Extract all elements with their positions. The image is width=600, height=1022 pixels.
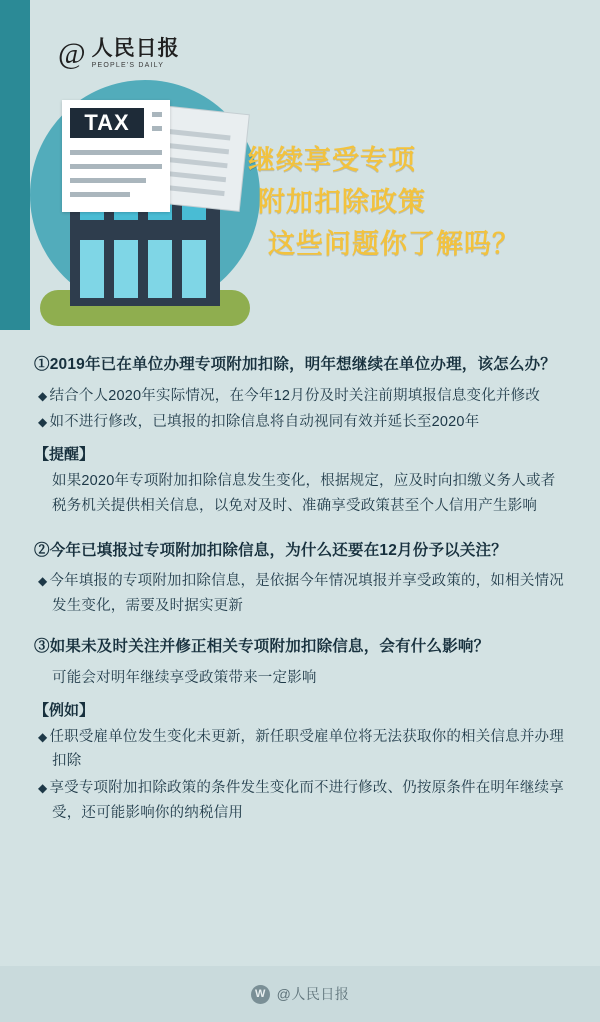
building-door bbox=[182, 240, 206, 298]
answer-bullet-text: 结合个人2020年实际情况，在今年12月份及时关注前期填报信息变化并修改 bbox=[49, 387, 541, 404]
answer-bullet-text: 享受专项附加扣除政策的条件发生变化而不进行修改、仍按原条件在明年继续享受，还可能影响你的纳税信用 bbox=[49, 779, 564, 821]
tax-paper bbox=[62, 100, 170, 212]
diamond-bullet-icon: ◆ bbox=[38, 780, 48, 795]
answer-bullet bbox=[34, 384, 570, 409]
building-door bbox=[148, 240, 172, 298]
qa-section-3 bbox=[34, 634, 570, 825]
diamond-bullet-icon: ◆ bbox=[38, 388, 48, 403]
footer-bar bbox=[0, 966, 600, 1022]
example-label: 【例如】 bbox=[34, 701, 95, 719]
spacer bbox=[34, 524, 570, 538]
answer-plain-text: 可能会对明年继续享受政策带来一定影响 bbox=[52, 670, 317, 686]
article-content bbox=[0, 330, 600, 1022]
at-icon: @ bbox=[58, 36, 86, 70]
weibo-icon: W bbox=[251, 985, 270, 1004]
question-number-2: ② bbox=[34, 541, 50, 559]
brand-logo bbox=[58, 38, 180, 69]
question-number-3: ③ bbox=[34, 638, 50, 656]
reminder-note: 如果2020年专项附加扣除信息发生变化，根据规定，应及时向扣缴义务人或者税务机关提供相关信息，以免对及时、准确享受政策甚至个人信用产生影响 bbox=[52, 472, 556, 515]
spacer bbox=[34, 620, 570, 634]
question-text-1: 2019年已在单位办理专项附加扣除，明年想继续在单位办理，该怎么办？ bbox=[49, 356, 556, 373]
diamond-bullet-icon: ◆ bbox=[38, 729, 48, 744]
answer-bullet-text: 今年填报的专项附加扣除信息，是依据今年情况填报并享受政策的，如相关情况发生变化，需要及时据实更新 bbox=[49, 573, 564, 614]
brand-name-en: PEOPLE'S DAILY bbox=[91, 62, 165, 70]
answer-bullet bbox=[34, 410, 570, 435]
headline-line-2: 附加扣除政策 bbox=[258, 186, 426, 217]
building-door bbox=[80, 240, 104, 298]
brand-name-cn: 人民日报 bbox=[91, 37, 180, 60]
answer-bullet bbox=[34, 725, 570, 774]
tax-label: TAX bbox=[70, 108, 144, 138]
answer-bullet bbox=[34, 776, 570, 825]
qa-section-2 bbox=[34, 538, 570, 619]
building-door-row bbox=[80, 240, 206, 298]
hero-header bbox=[0, 0, 600, 330]
headline-line-3: 这些问题你了解吗？ bbox=[268, 228, 520, 259]
building-door bbox=[114, 240, 138, 298]
left-accent-bar bbox=[0, 0, 30, 330]
diamond-bullet-icon: ◆ bbox=[38, 415, 48, 430]
answer-bullet-text: 任职受雇单位发生变化未更新，新任职受雇单位将无法获取你的相关信息并办理扣除 bbox=[49, 728, 564, 770]
question-2 bbox=[34, 538, 570, 564]
footer-account-name: @人民日报 bbox=[276, 986, 350, 1002]
question-number-1: ① bbox=[34, 356, 50, 373]
answer-bullet bbox=[34, 569, 570, 618]
question-1 bbox=[34, 352, 570, 378]
question-3 bbox=[34, 634, 570, 660]
answer-bullet-text: 如不进行修改，已填报的扣除信息将自动视同有效并延长至2020年 bbox=[49, 414, 480, 431]
qa-section-1 bbox=[34, 352, 570, 520]
question-text-2: 今年已填报过专项附加扣除信息，为什么还要在12月份予以关注？ bbox=[49, 541, 507, 559]
page-title bbox=[248, 140, 578, 266]
reminder-label: 【提醒】 bbox=[34, 445, 95, 463]
headline-line-1: 继续享受专项 bbox=[248, 145, 416, 175]
diamond-bullet-icon: ◆ bbox=[38, 574, 48, 589]
brand-text bbox=[92, 38, 180, 69]
question-text-3: 如果未及时关注并修正相关专项附加扣除信息，会有什么影响？ bbox=[49, 638, 490, 656]
